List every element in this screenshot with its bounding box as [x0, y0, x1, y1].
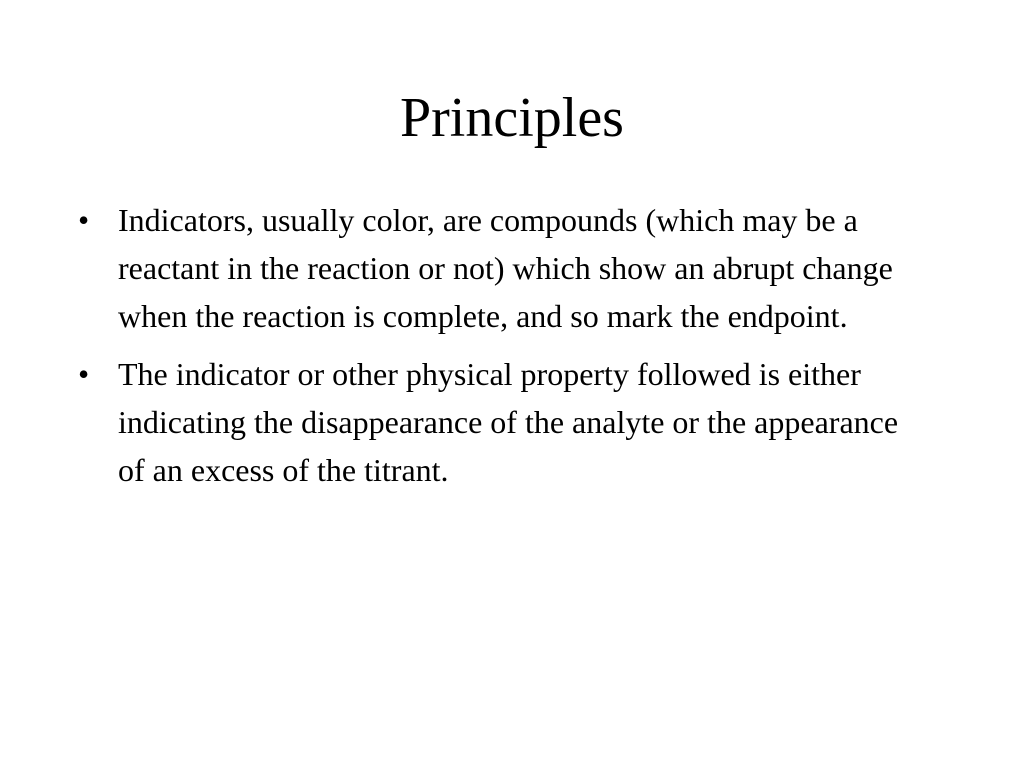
bullet-marker: • — [78, 202, 90, 238]
bullet-list — [78, 196, 928, 504]
bullet-text: The indicator or other physical property followed is either indicating the disappearance of the analyte or the appearance of an excess of the titrant. — [118, 356, 899, 488]
slide-title: Principles — [400, 87, 624, 149]
bullet-text: Indicators, usually color, are compounds (which may be a reactant in the reaction or not) which show an abrupt change when the reaction is complete, and so mark the endpoint. — [118, 202, 893, 334]
bullet-item-physical-property — [78, 350, 928, 494]
bullet-item-indicators — [78, 196, 928, 340]
bullet-marker: • — [78, 356, 90, 392]
